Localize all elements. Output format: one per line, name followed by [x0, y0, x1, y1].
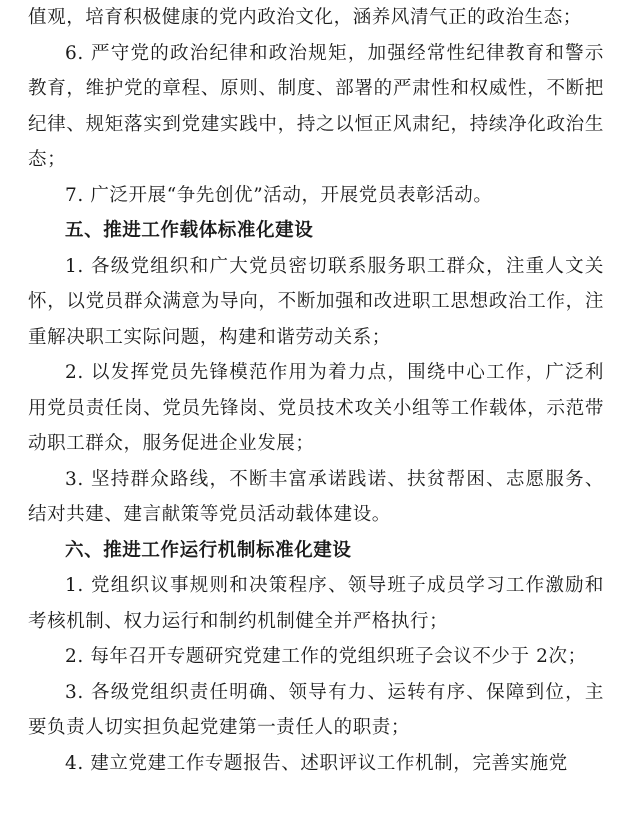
paragraph-5-item-1: 1. 各级党组织和广大党员密切联系服务职工群众，注重人文关怀，以党员群众满意为导向，不断加强和改进职工思想政治工作，注重解决职工实际问题，构建和谐劳动关系； — [28, 255, 604, 348]
paragraph-6-item-1: 1. 党组织议事规则和决策程序、领导班子成员学习工作激励和考核机制、权力运行和制约机制健全并严格执行； — [28, 575, 604, 632]
section-heading-5: 五、推进工作载体标准化建设 — [65, 220, 314, 241]
paragraph-5-item-3: 3. 坚持群众路线，不断丰富承诺践诺、扶贫帮困、志愿服务、结对共建、建言献策等党员活动载体建设。 — [28, 468, 604, 525]
paragraph-continuation: 值观，培育积极健康的党内政治文化，涵养风清气正的政治生态； — [28, 7, 582, 28]
paragraph-6-item-4: 4. 建立党建工作专题报告、述职评议工作机制，完善实施党 — [65, 752, 568, 774]
paragraph-item-6: 6. 严守党的政治纪律和政治规矩，加强经常性纪律教育和警示教育，维护党的章程、原则、制度、部署的严肃性和权威性，不断把纪律、规矩落实到党建实践中，持之以恒正风肃纪，持续净化政治生态； — [28, 42, 604, 170]
document-body — [28, 0, 604, 781]
paragraph-6-item-3: 3. 各级党组织责任明确、领导有力、运转有序、保障到位，主要负责人切实担负起党建第一责任人的职责； — [28, 681, 604, 738]
paragraph-6-item-2: 2. 每年召开专题研究党建工作的党组织班子会议不少于 2次； — [65, 646, 587, 667]
paragraph-item-7: 7. 广泛开展“争先创优”活动，开展党员表彰活动。 — [65, 184, 493, 206]
section-heading-6: 六、推进工作运行机制标准化建设 — [65, 539, 352, 561]
paragraph-5-item-2: 2. 以发挥党员先锋模范作用为着力点，围绕中心工作，广泛利用党员责任岗、党员先锋岗、党员技术攻关小组等工作载体，示范带动职工群众，服务促进企业发展； — [28, 362, 604, 454]
